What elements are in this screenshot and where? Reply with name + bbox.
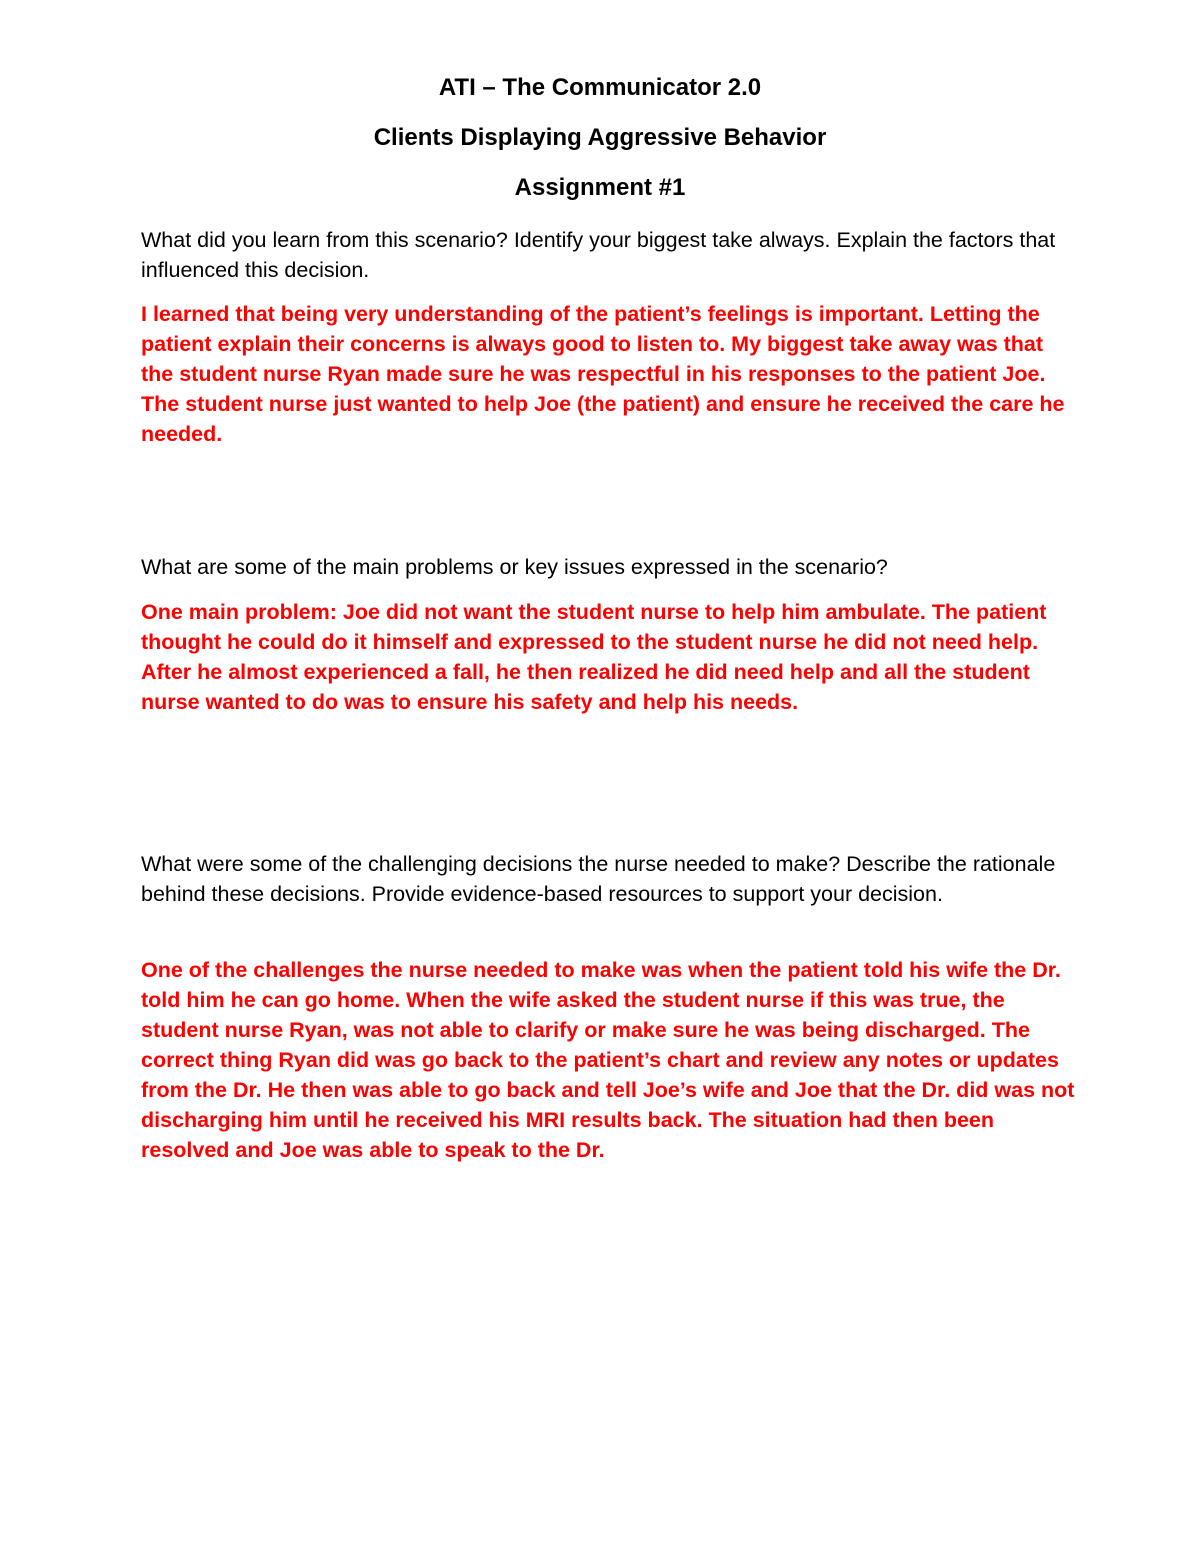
- question-2: What are some of the main problems or key issues expressed in the scenario?: [141, 555, 888, 579]
- question-1: What did you learn from this scenario? Identify your biggest take always. Explain the factors that influenced this decision.: [141, 228, 1056, 282]
- answer-2: One main problem: Joe did not want the student nurse to help him ambulate. The patient thought he could do it himself and expressed to the student nurse he did not need help. After he almost experienced a fall, he then realized he did need help and all the student nurse wanted to do was to ensure his safety and help his needs.: [141, 600, 1047, 714]
- answer-3: One of the challenges the nurse needed to make was when the patient told his wife the Dr. told him he can go home. When the wife asked the student nurse if this was true, the student nurse Ryan, was not able to clarify or make sure he was being discharged. The correct thing Ryan did was go back to the patient’s chart and review any notes or updates from the Dr. He then was able to go back and tell Joe’s wife and Joe that the Dr. did was not discharging him until he received his MRI results back. The situation had then been resolved and Joe was able to speak to the Dr.: [141, 958, 1075, 1162]
- document-subtitle: Clients Displaying Aggressive Behavior: [373, 124, 827, 151]
- assignment-heading: Assignment #1: [514, 174, 686, 201]
- question-3: What were some of the challenging decisions the nurse needed to make? Describe the rationale behind these decisions. Provide evidence-based resources to support your decision.: [141, 852, 1056, 906]
- document-title: ATI – The Communicator 2.0: [438, 74, 762, 101]
- answer-1: I learned that being very understanding of the patient’s feelings is important. Letting the patient explain their concerns is always good to listen to. My biggest take away was that the student nurse Ryan made sure he was respectful in his responses to the patient Joe. The student nurse just wanted to help Joe (the patient) and ensure he received the care he needed.: [141, 302, 1065, 446]
